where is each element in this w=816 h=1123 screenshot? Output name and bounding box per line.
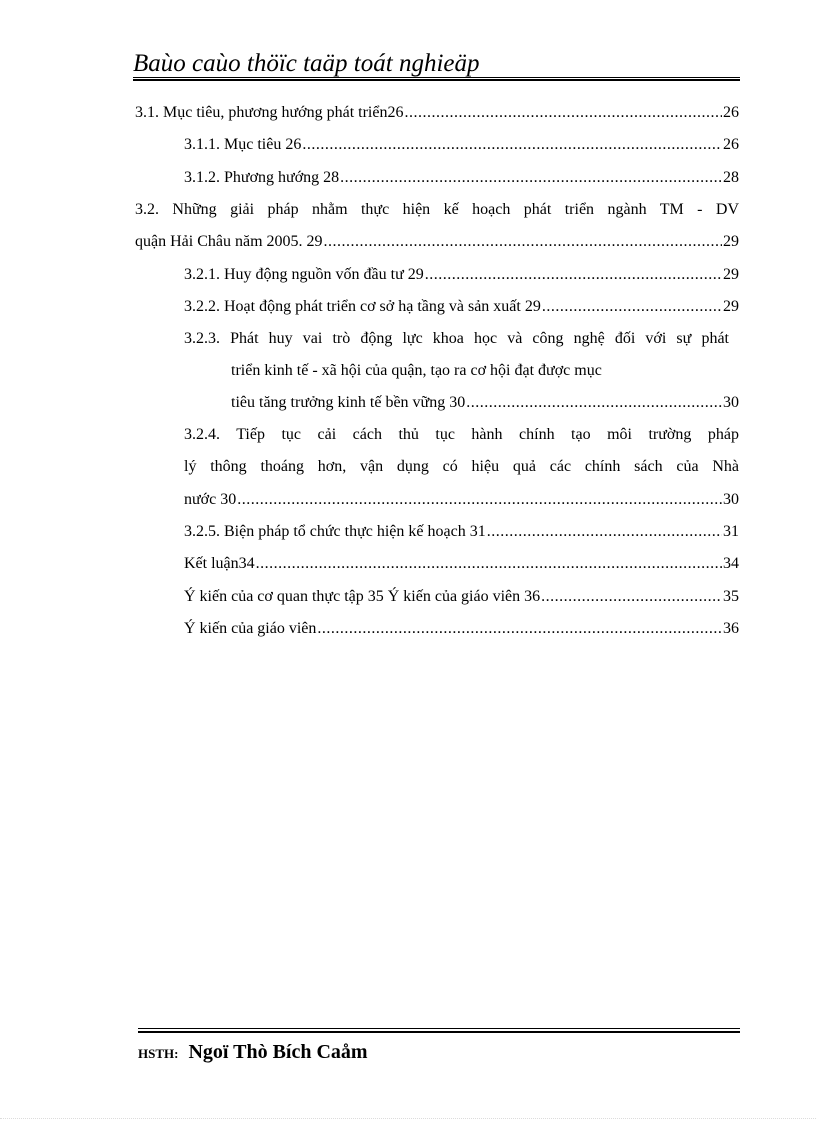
footer-name: Ngoï Thò Bích Caåm: [188, 1041, 368, 1063]
page-header: [133, 50, 740, 78]
header-title: Baùo caùo thöïc taäp toát nghieäp: [133, 50, 480, 77]
toc-entry-3-2-5[interactable]: 3.2.5. Biện pháp tổ chức thực hiện kế hoạch 31 ..... 31: [184, 523, 739, 541]
dot-leader: [256, 555, 722, 573]
toc-entry-3-1[interactable]: 3.1. Mục tiêu, phương hướng phát triển26 ..... 26: [135, 104, 739, 122]
dot-leader: [324, 233, 722, 251]
footer-rule: [138, 1028, 740, 1033]
toc-entry-3-2-3-line1[interactable]: 3.2.3. Phát huy vai trò động lực khoa học và công nghệ đối với sự phát: [184, 330, 729, 347]
dot-leader: [237, 491, 722, 509]
dot-leader: [487, 523, 722, 541]
dot-leader: [340, 169, 722, 187]
toc-entry-3-2-4-line2[interactable]: lý thông thoáng hơn, vận dụng có hiệu quả các chính sách của Nhà: [184, 458, 739, 475]
toc-entry-3-2-2[interactable]: 3.2.2. Hoạt động phát triển cơ sở hạ tầng và sản xuất 29 ..... 29: [184, 298, 739, 316]
toc-entry-3-2-4[interactable]: nước 30 ..... 30: [184, 491, 739, 509]
dot-leader: [542, 298, 722, 316]
footer-author: [138, 1041, 740, 1064]
toc-entry-3-2[interactable]: quận Hải Châu năm 2005. 29 ..... 29: [135, 233, 739, 251]
toc-entry-ket-luan[interactable]: Kết luận34 ..... 34: [184, 555, 739, 573]
toc-entry-3-2-3[interactable]: tiêu tăng trưởng kinh tế bền vững 30 ..... 30: [231, 394, 739, 412]
toc-entry-3-2-line1[interactable]: 3.2. Những giải pháp nhằm thực hiện kế hoạch phát triển ngành TM - DV: [135, 201, 739, 218]
page-footer: [138, 1028, 740, 1064]
dot-leader: [466, 394, 722, 412]
footer-label: HSTH:: [138, 1046, 179, 1061]
dot-leader: [541, 588, 722, 606]
toc-entry-3-2-4-line1[interactable]: 3.2.4. Tiếp tục cải cách thủ tục hành chính tạo môi trường pháp: [184, 426, 739, 443]
toc-entry-3-2-1[interactable]: 3.2.1. Huy động nguồn vốn đầu tư 29 ..... 29: [184, 266, 739, 284]
dot-leader: [404, 104, 722, 122]
toc-entry-3-1-1[interactable]: 3.1.1. Mục tiêu 26 ..... 26: [184, 136, 739, 154]
dot-leader: [317, 620, 722, 638]
toc-entry-3-1-2[interactable]: 3.1.2. Phương hướng 28 ..... 28: [184, 169, 739, 187]
toc-entry-3-2-3-line2[interactable]: triển kinh tế - xã hội của quận, tạo ra cơ hội đạt được mục: [231, 362, 602, 379]
header-rule: [133, 77, 740, 81]
toc-entry-y-kien-co-quan[interactable]: Ý kiến của cơ quan thực tập 35 Ý kiến của giáo viên 36 ..... 35: [184, 588, 739, 606]
dot-leader: [425, 266, 722, 284]
page-bottom-border: [0, 1118, 816, 1119]
dot-leader: [302, 136, 722, 154]
toc-entry-y-kien-giao-vien[interactable]: Ý kiến của giáo viên ..... 36: [184, 620, 739, 638]
